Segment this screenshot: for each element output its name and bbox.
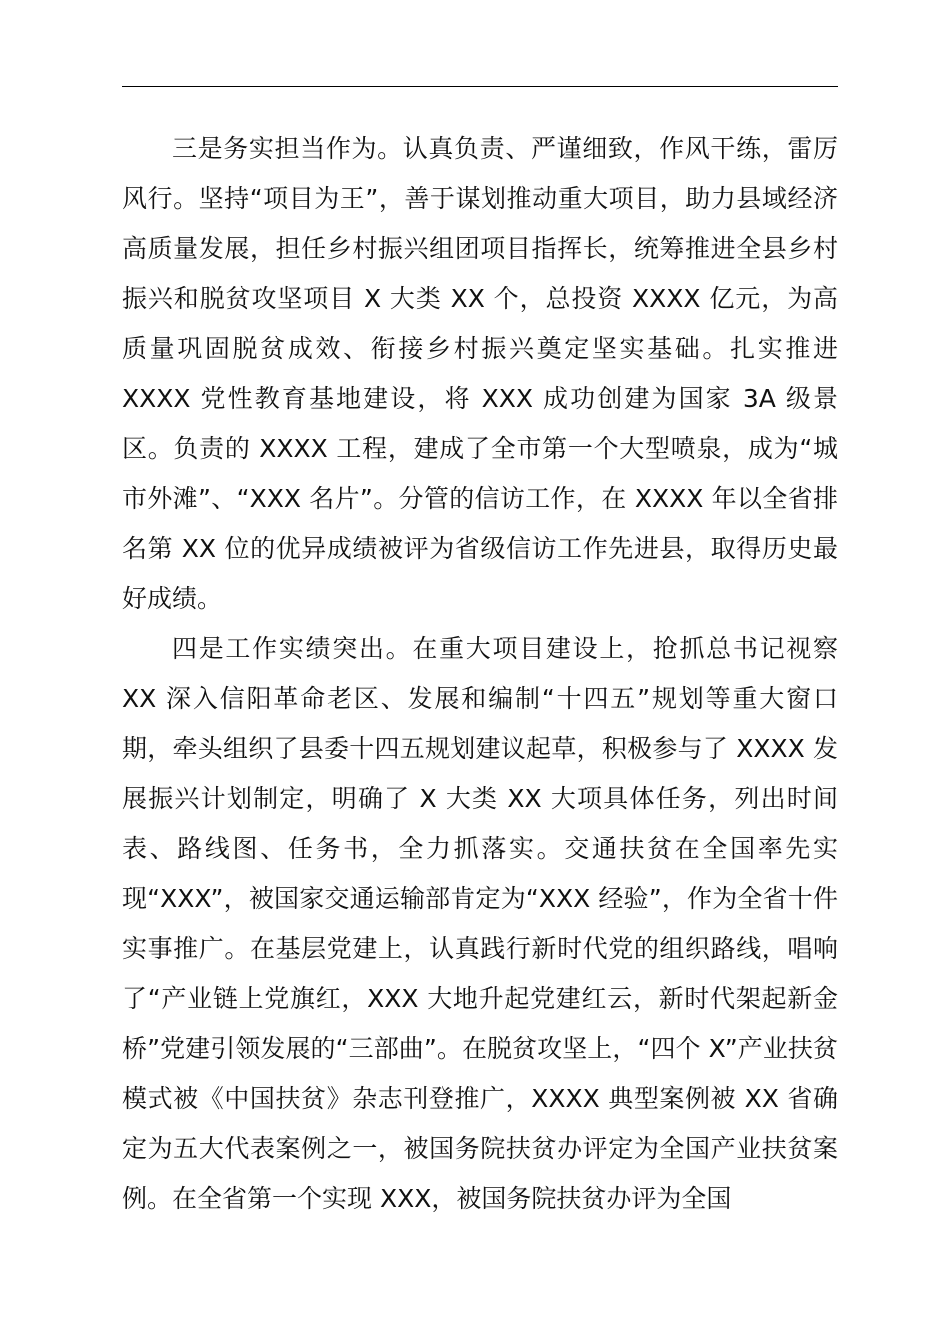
header-rule: [122, 86, 838, 87]
paragraph-2: 四是工作实绩突出。在重大项目建设上，抢抓总书记视察 XX 深入信阳革命老区、发展和编制“十四五”规划等重大窗口期，牵头组织了县委十四五规划建议起草，积极参与了 XXXX 发展振兴计划制定，明确了 X 大类 XX 大项具体任务，列出时间表、路线图、任务书，全力抓落实。交通扶贫在全国率先实现“XXX”，被国家交通运输部肯定为“XXX 经验”，作为全省十件实事推广。在基层党建上，认真践行新时代党的组织路线，唱响了“产业链上党旗红，XXX 大地升起党建红云，新时代架起新金桥”党建引领发展的“三部曲”。在脱贫攻坚上，“四个 X”产业扶贫模式被《中国扶贫》杂志刊登推广，XXXX 典型案例被 XX 省确定为五大代表案例之一，被国务院扶贫办评定为全国产业扶贫案例。在全省第一个实现 XXX，被国务院扶贫办评为全国: [122, 634, 838, 1213]
document-body: [122, 124, 838, 1224]
paragraph-1: 三是务实担当作为。认真负责、严谨细致，作风干练，雷厉风行。坚持“项目为王”，善于谋划推动重大项目，助力县域经济高质量发展，担任乡村振兴组团项目指挥长，统筹推进全县乡村振兴和脱贫攻坚项目 X 大类 XX 个，总投资 XXXX 亿元，为高质量巩固脱贫成效、衔接乡村振兴奠定坚实基础。扎实推进 XXXX 党性教育基地建设，将 XXX 成功创建为国家 3A 级景区。负责的 XXXX 工程，建成了全市第一个大型喷泉，成为“城市外滩”、“XXX 名片”。分管的信访工作，在 XXXX 年以全省排名第 XX 位的优异成绩被评为省级信访工作先进县，取得历史最好成绩。: [122, 134, 838, 613]
